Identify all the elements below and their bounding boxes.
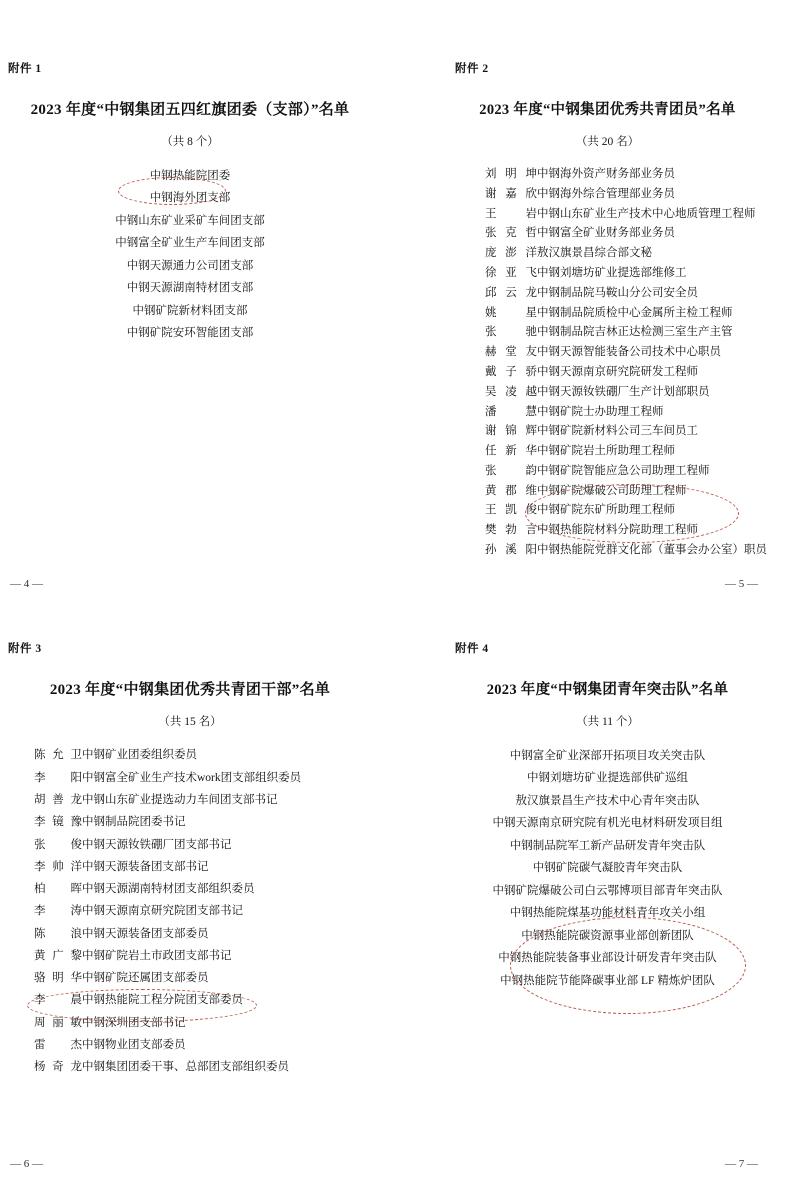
list-item [34,901,372,923]
list-item [485,323,760,343]
member-name: 张 驰 [485,326,537,339]
list-item [485,165,760,185]
list-item: 中钢天源南京研究院有机光电材料研发项目组 [492,817,723,829]
list-item [485,521,760,541]
list-item [34,1012,372,1034]
member-desc: 中钢物业团支部委员 [82,1039,186,1052]
list-item: 中钢天源通力公司团支部 [126,259,254,272]
member-desc: 中钢制品院团委书记 [82,816,186,829]
list-item: 中钢刘塘坊矿业提选部供矿巡组 [527,772,688,784]
page-footer: — 5 — [725,578,758,590]
member-desc: 中钢热能院党群文化部（董事会办公室）职员 [537,543,767,556]
list-item [485,541,767,561]
member-desc: 中钢富全矿业财务部业务员 [537,227,675,240]
member-desc: 中钢矿院岩土市政团支部书记 [82,949,232,962]
member-list [8,745,372,1079]
member-name: 黄郡维 [485,484,537,497]
page-count: （共 20 名） [575,136,640,148]
list-item [34,968,372,990]
member-name: 杨奇龙 [34,1061,82,1074]
member-desc: 中钢热能院材料分院助理工程师 [537,524,698,537]
member-name: 骆明华 [34,972,82,985]
member-name: 谢嘉欣 [485,187,537,200]
list-item: 中钢热能院团委 [149,169,231,182]
member-desc: 中钢山东矿业生产技术中心地质管理工程师 [537,207,756,220]
member-name: 赫堂友 [485,346,537,359]
list-item: 中钢矿院新材料团支部 [132,304,248,317]
list-item [485,482,760,502]
attachment-label: 附件 2 [455,63,489,75]
page-title: 2023 年度“中钢集团青年突击队”名单 [486,682,729,698]
list-item: 中钢富全矿业深部开拓项目攻关突击队 [509,749,706,762]
member-desc: 中钢富全矿业生产技术work团支部组织委员 [82,771,302,784]
member-name: 谢锦辉 [485,425,537,438]
team-list [455,745,760,993]
member-name: 张克哲 [485,227,537,240]
list-item [485,363,760,383]
page-count: （共 15 名） [158,716,222,728]
member-desc: 中钢矿院岩土所助理工程师 [537,445,675,458]
member-name: 李镜豫 [34,816,82,829]
list-item: 中钢热能院煤基功能材料青年攻关小组 [509,907,706,919]
list-item [485,383,760,403]
member-name: 樊勃言 [485,524,537,537]
page-footer: — 6 — [10,1158,43,1170]
list-item: 中钢热能院装备事业部设计研发青年突击队 [498,952,717,964]
member-name: 胡善龙 [34,793,82,806]
member-desc: 中钢天源钕铁硼厂团支部书记 [82,838,232,851]
member-desc: 中钢天源南京研究院研发工程师 [537,365,698,378]
member-desc: 中钢矿院士办助理工程师 [537,405,664,418]
member-name: 李 晨 [34,994,82,1007]
list-item: 中钢矿院爆破公司白云鄂博项目部青年突击队 [492,884,723,897]
member-desc: 中钢热能院工程分院团支部委员 [82,994,243,1007]
list-item: 中钢山东矿业采矿车间团支部 [115,214,265,227]
page-attachment-4 [400,640,800,1180]
member-desc: 敖汉旗景昌综合部文秘 [537,247,652,260]
member-desc: 中钢深圳团支部书记 [82,1016,186,1029]
page-attachment-1 [0,60,400,600]
member-desc: 中钢制品院吉林正达检测三室生产主管 [537,326,733,339]
page-title: 2023 年度“中钢集团优秀共青团干部”名单 [49,682,331,698]
page-footer: — 7 — [725,1158,758,1170]
member-desc: 中钢海外综合管理部业务员 [537,187,675,200]
page-attachment-2 [400,60,800,600]
attachment-label: 附件 3 [8,643,42,655]
member-name: 戴子骄 [485,365,537,378]
list-item [485,205,760,225]
list-item [485,303,760,323]
list-item [34,946,372,968]
member-name: 陈 浪 [34,927,82,940]
list-item [34,745,372,767]
list-item [485,402,760,422]
member-desc: 中钢天源湖南特材团支部组织委员 [82,883,255,896]
member-name: 王凯俊 [485,504,537,517]
list-item: 中钢制品院军工新产品研发青年突击队 [509,839,706,852]
member-desc: 中钢天源装备团支部委员 [82,927,209,940]
list-item: 中钢热能院碳资源事业部创新团队 [521,929,694,942]
member-name: 周丽敏 [34,1016,82,1029]
page-attachment-3 [0,640,400,1180]
member-name: 潘 慧 [485,405,537,418]
list-item [485,224,760,244]
member-name: 雷 杰 [34,1039,82,1052]
member-desc: 中钢海外资产财务部业务员 [537,168,675,181]
member-desc: 中钢矿院爆破公司助理工程师 [537,484,687,497]
list-item: 中钢热能院节能降碳事业部 LF 精炼炉团队 [500,974,715,987]
member-name: 庞澎洋 [485,247,537,260]
member-desc: 中钢天源智能装备公司技术中心职员 [537,346,721,359]
list-item [485,501,760,521]
list-item [34,790,372,812]
member-desc: 中钢矿院东矿所助理工程师 [537,504,675,517]
member-name: 李 涛 [34,905,82,918]
list-item [485,422,760,442]
member-name: 王 岩 [485,207,537,220]
list-item [34,767,372,789]
list-item [34,1035,372,1057]
member-desc: 中钢矿业团委组织委员 [82,749,197,762]
page-count: （共 11 个） [576,716,639,728]
list-item [485,185,760,205]
list-item: 中钢矿院碳气凝胶青年突击队 [532,862,683,874]
list-item [34,1057,372,1079]
member-name: 任新华 [485,445,537,458]
member-name: 姚 星 [485,306,537,319]
member-desc: 中钢制品院马鞍山分公司安全员 [537,286,698,299]
list-item [34,812,372,834]
member-name: 李帅洋 [34,860,82,873]
list-item [34,856,372,878]
member-name: 刘明坤 [485,168,537,181]
member-desc: 中钢天源南京研究院团支部书记 [82,905,243,918]
member-name: 张 韵 [485,464,537,477]
member-name: 徐亚飞 [485,267,537,280]
member-desc: 中钢山东矿业提选动力车间团支部书记 [82,793,278,806]
member-name: 柏 晖 [34,883,82,896]
member-desc: 中钢矿院新材料公司三车间员工 [537,425,698,438]
list-item [485,264,760,284]
list-item: 中钢富全矿业生产车间团支部 [115,237,265,249]
list-item: 中钢天源湖南特材团支部 [126,282,254,294]
list-item: 中钢矿院安环智能团支部 [126,327,254,339]
member-name: 陈允卫 [34,749,82,762]
member-desc: 中钢刘塘坊矿业提选部维修工 [537,267,687,280]
member-name: 吴凌越 [485,385,537,398]
member-desc: 中钢天源装备团支部书记 [82,860,209,873]
list-item: 敖汉旗景昌生产技术中心青年突击队 [515,794,700,807]
member-desc: 中钢矿院还属团支部委员 [82,972,209,985]
member-name: 李 阳 [34,771,82,784]
list-item [34,879,372,901]
page-footer: — 4 — [10,578,43,590]
list-item [34,990,372,1012]
attachment-label: 附件 4 [455,643,489,655]
member-name: 黄广黎 [34,949,82,962]
page-count: （共 8 个） [161,136,219,148]
list-item [485,442,760,462]
member-name: 邱云龙 [485,286,537,299]
name-list [8,165,372,345]
list-item: 中钢海外团支部 [149,192,231,204]
list-item [485,462,760,482]
list-item [34,834,372,856]
member-name: 张 俊 [34,838,82,851]
list-item [485,343,760,363]
member-desc: 中钢矿院智能应急公司助理工程师 [537,464,710,477]
list-item [485,244,760,264]
member-list [455,165,767,561]
member-desc: 中钢集团团委干事、总部团支部组织委员 [82,1061,289,1074]
list-item [34,923,372,945]
member-desc: 中钢天源钕铁硼厂生产计划部职员 [537,385,710,398]
list-item [485,284,760,304]
page-title: 2023 年度“中钢集团五四红旗团委（支部）”名单 [30,102,350,118]
member-name: 孙溪阳 [485,543,537,556]
page-title: 2023 年度“中钢集团优秀共青团员”名单 [479,102,736,118]
attachment-label: 附件 1 [8,63,42,75]
member-desc: 中钢制品院质检中心金属所主检工程师 [537,306,733,319]
